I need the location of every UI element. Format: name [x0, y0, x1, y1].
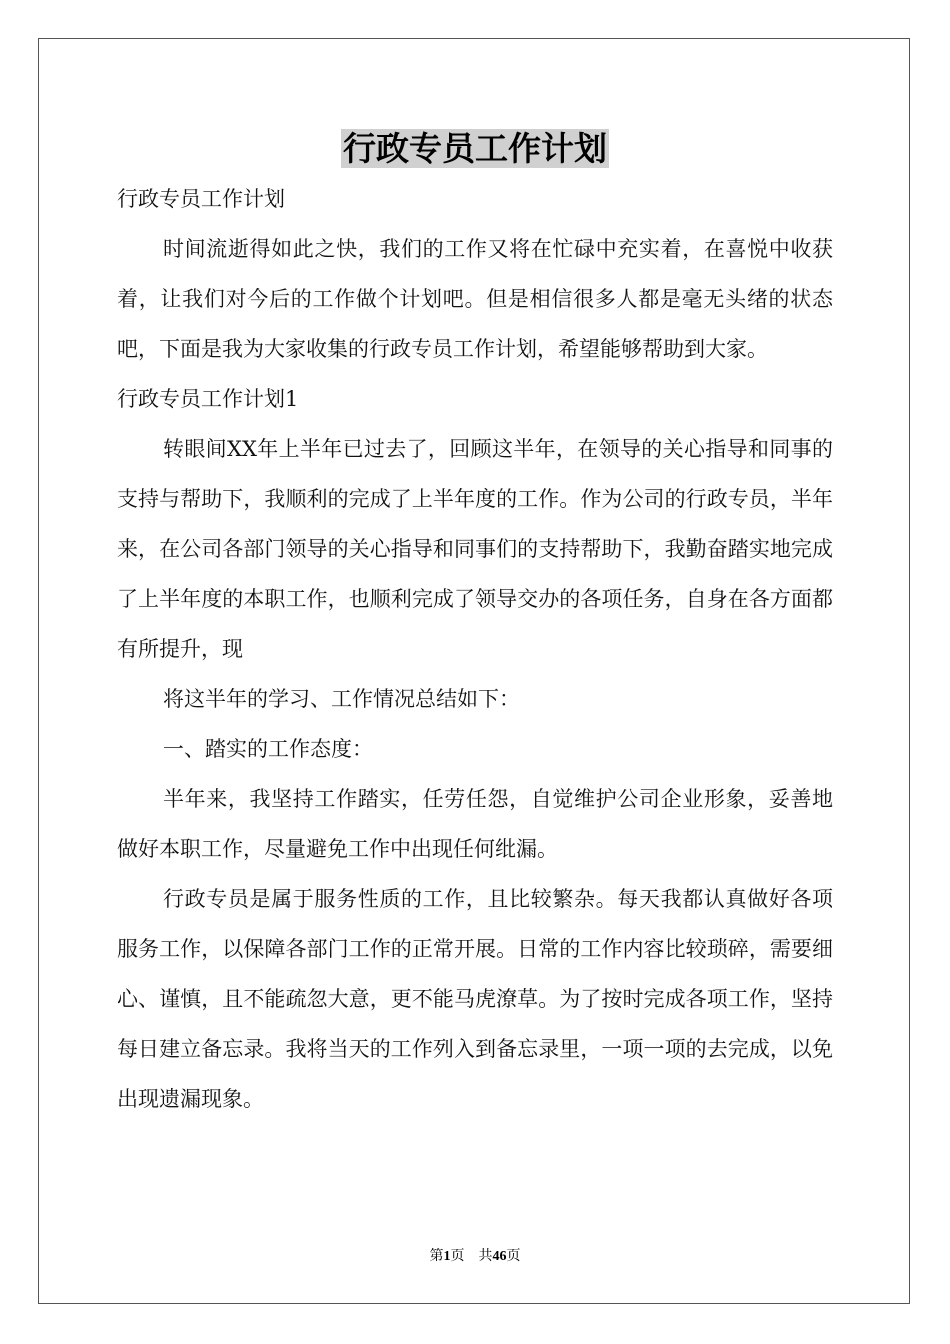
- paragraph: 一、踏实的工作态度：: [163, 737, 373, 761]
- paragraph: 行政专员工作计划: [117, 187, 285, 211]
- page-footer: [0, 1245, 950, 1265]
- footer-page-suffix: 页: [506, 1249, 521, 1264]
- paragraph: 半年来，我坚持工作踏实，任劳任怨，自觉维护公司企业形象，妥善地做好本职工作，尽量避免工作中出现任何纰漏。: [117, 787, 833, 861]
- paragraph: 转眼间XX年上半年已过去了，回顾这半年，在领导的关心指导和同事的支持与帮助下，我顺利的完成了上半年度的工作。作为公司的行政专员，半年来，在公司各部门领导的关心指导和同事们的支持帮助下，我勤奋踏实地完成了上半年度的本职工作，也顺利完成了领导交办的各项任务，自身在各方面都有所提升，现: [117, 437, 833, 661]
- footer-page-prefix: 第: [429, 1249, 444, 1264]
- paragraph: 行政专员是属于服务性质的工作，且比较繁杂。每天我都认真做好各项服务工作，以保障各部门工作的正常开展。日常的工作内容比较琐碎，需要细心、谨慎，且不能疏忽大意，更不能马虎潦草。为了按时完成各项工作，坚持每日建立备忘录。我将当天的工作列入到备忘录里，一项一项的去完成，以免出现遗漏现象。: [117, 887, 833, 1111]
- footer-page-number: 1: [443, 1249, 451, 1264]
- paragraph: 时间流逝得如此之快，我们的工作又将在忙碌中充实着，在喜悦中收获着，让我们对今后的工作做个计划吧。但是相信很多人都是毫无头绪的状态吧，下面是我为大家收集的行政专员工作计划，希望能够帮助到大家。: [117, 237, 833, 361]
- footer-total-pages: 46: [492, 1249, 507, 1264]
- document-title-text: 行政专员工作计划: [343, 129, 607, 168]
- document-body: [117, 174, 833, 1124]
- footer-page-mid: 页 共: [450, 1249, 493, 1264]
- document-title: [0, 124, 950, 174]
- paragraph: 将这半年的学习、工作情况总结如下：: [163, 687, 520, 711]
- paragraph: 行政专员工作计划1: [117, 387, 299, 411]
